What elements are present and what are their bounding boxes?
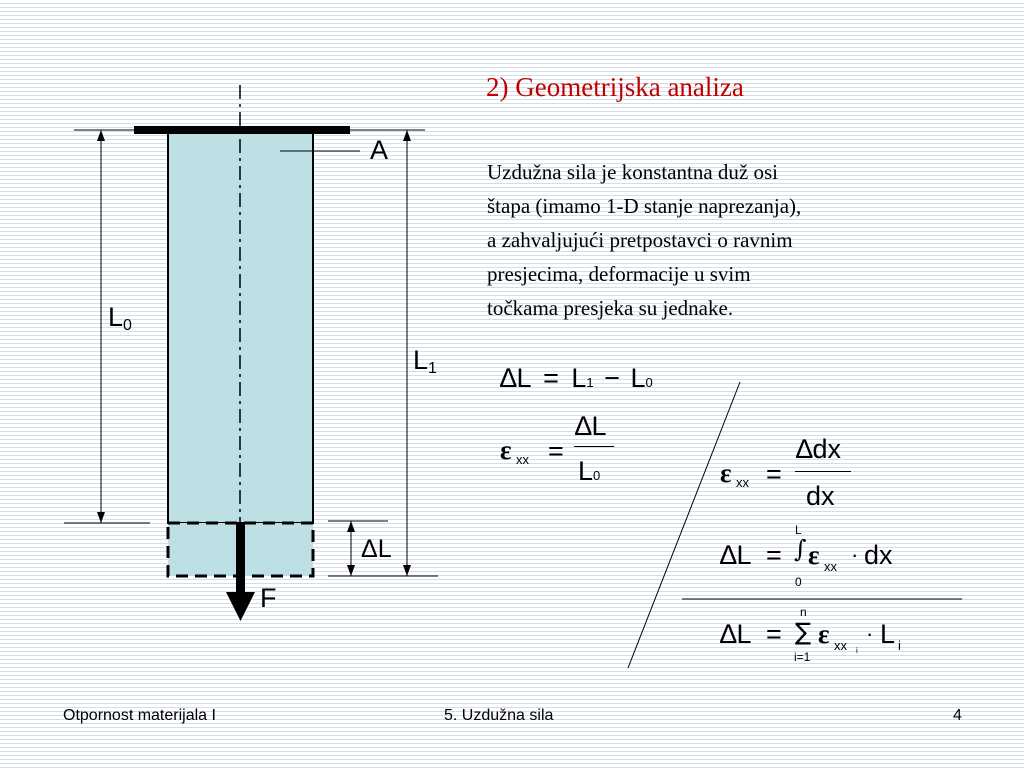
eq2-fraction-line [574, 446, 614, 447]
force-arrow-head [226, 592, 255, 621]
eq1-equals: = [543, 363, 559, 393]
eq4-epsilon-sub: xx [824, 559, 837, 574]
eq4-dx: dx [864, 540, 893, 570]
eq3-numerator: ∆dx [796, 434, 842, 464]
eq3-fraction-line [795, 471, 851, 472]
eq1-lhs: ∆L [500, 363, 531, 393]
eq2-den-l: L [578, 456, 594, 486]
eq1-l1-sub: 1 [586, 375, 594, 390]
eq5-dot: · [866, 621, 874, 646]
dl-arrow-top [347, 521, 355, 532]
l1-arrow-bottom [403, 565, 411, 576]
eq5-l-sub: i [898, 638, 901, 653]
l0-label [108, 304, 132, 334]
eq5-l: L [880, 619, 896, 649]
eq4-lhs: ∆L [720, 540, 752, 570]
eq3-lhs: ε [720, 458, 732, 488]
eq5-epsilon: ε [818, 619, 830, 649]
eq1-l0: L [630, 363, 646, 393]
l0-label-main: L [108, 302, 124, 332]
l0-label-sub: 0 [123, 317, 132, 334]
eq2-den-sub: 0 [593, 468, 601, 483]
eq1-l0-sub: 0 [645, 375, 653, 390]
eq2-lhs-sub: xx [516, 452, 529, 467]
l1-label [413, 347, 437, 377]
footer-chapter: 5. Uzdužna sila [444, 707, 554, 724]
eq2-equals: = [548, 436, 564, 466]
l0-arrow-bottom [97, 512, 105, 523]
paragraph-line: presjecima, deformacije u svim [487, 262, 751, 286]
force-label: F [260, 583, 277, 613]
eq4-equals: = [766, 540, 782, 570]
dl-arrow-bottom [347, 565, 355, 576]
eq1-l1: L [571, 363, 587, 393]
eq1-minus: − [604, 363, 620, 393]
integral-icon: ∫ [794, 535, 807, 563]
eq4-dot: · [851, 542, 859, 567]
eq5-lhs: ∆L [720, 619, 752, 649]
l0-arrow-top [97, 130, 105, 141]
eq2-denominator [578, 458, 600, 485]
sum-icon: ∑ [795, 618, 812, 646]
l1-label-main: L [413, 345, 429, 375]
slide-title: 2) Geometrijska analiza [486, 72, 744, 102]
l1-label-sub: 1 [428, 360, 437, 377]
eq2-lhs: ε [500, 435, 512, 465]
force-arrow-shaft [236, 523, 245, 598]
eq4-epsilon: ε [808, 540, 820, 570]
paragraph-line: točkama presjeka su jednake. [487, 296, 734, 320]
equation-delta-l [500, 365, 653, 392]
eq5-upper-limit: n [800, 605, 807, 619]
paragraph-line: a zahvaljujući pretpostavci o ravnim [487, 228, 793, 252]
eq4-lower-limit: 0 [795, 575, 802, 589]
eq5-epsilon-sub: xx [834, 638, 847, 653]
footer-course: Otpornost materijala I [63, 707, 216, 724]
eq5-lower-limit: i=1 [794, 650, 811, 664]
eq3-denominator: dx [806, 481, 835, 511]
eq5-epsilon-subsub: i [856, 646, 858, 655]
delta-l-label: ΔL [361, 535, 392, 563]
eq2-numerator: ∆L [575, 411, 607, 441]
l1-arrow-top [403, 130, 411, 141]
paragraph-line: Uzdužna sila je konstantna duž osi [487, 160, 779, 184]
eq3-equals: = [766, 459, 782, 489]
eq3-lhs-sub: xx [736, 475, 749, 490]
area-label: A [370, 135, 389, 165]
eq4-upper-limit: L [795, 523, 802, 537]
footer-page-number: 4 [953, 707, 962, 724]
eq5-equals: = [766, 619, 782, 649]
paragraph-line: štapa (imamo 1-D stanje naprezanja), [487, 194, 802, 218]
